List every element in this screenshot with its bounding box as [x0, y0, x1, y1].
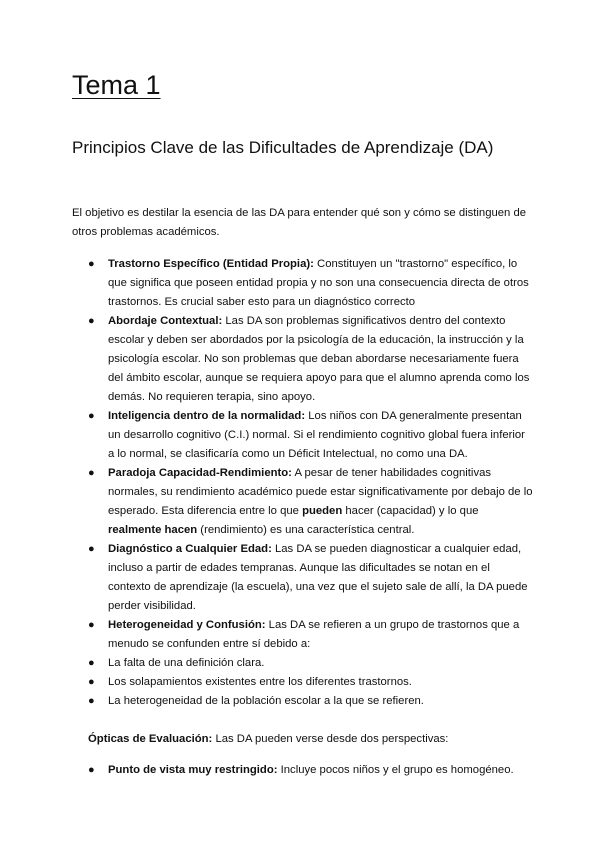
- item-text: Los solapamientos existentes entre los diferentes trastornos.: [108, 676, 412, 688]
- bullet-icon: ●: [88, 467, 95, 479]
- bullet-icon: ●: [88, 543, 95, 555]
- perspectives-list: [72, 761, 534, 780]
- item-heading: Abordaje Contextual:: [108, 315, 223, 327]
- opticas-heading: Ópticas de Evaluación:: [88, 733, 213, 745]
- bullet-icon: ●: [88, 676, 95, 688]
- item-text: Constituyen un "trastorno" específico, lo que significa que poseen entidad propia y no son una consecuencia directa de otros trastornos. Es crucial saber esto para un diagnóstico correcto: [108, 258, 529, 308]
- item-text: A pesar de tener habilidades cognitivas normales, su rendimiento académico puede estar significativamente por debajo de lo esperado. Esta diferencia entre lo que: [108, 467, 533, 517]
- bullet-icon: ●: [88, 315, 95, 327]
- item-emphasis: realmente hacen: [108, 524, 198, 536]
- opticas-paragraph: [88, 730, 534, 749]
- bullet-icon: ●: [88, 764, 95, 776]
- item-heading: Diagnóstico a Cualquier Edad:: [108, 543, 272, 555]
- page-title: Tema 1: [72, 70, 161, 100]
- bullet-icon: ●: [88, 258, 95, 270]
- list-item: [72, 312, 534, 407]
- list-item: [72, 761, 534, 780]
- list-item: [72, 654, 534, 673]
- item-heading: Inteligencia dentro de la normalidad:: [108, 410, 306, 422]
- bullet-icon: ●: [88, 657, 95, 669]
- list-item: [72, 407, 534, 464]
- item-text: Las DA se pueden diagnosticar a cualquier edad, incluso a partir de edades tempranas. Aunque las dificultades se notan en el contexto de aprendizaje (la escuela), una vez que el sujeto sale de allí, la DA puede perder visibilidad.: [108, 543, 528, 612]
- item-heading: Paradoja Capacidad-Rendimiento:: [108, 467, 292, 479]
- item-text: Las DA son problemas significativos dentro del contexto escolar y deben ser abordados por la psicología de la educación, la instrucción y la psicología escolar. No son problemas que deban abordarse necesariamente fuera del ámbito escolar, aunque se requiera apoyo para que el alumno aprenda como los demás. No requieren terapia, sino apoyo.: [108, 315, 530, 403]
- item-heading: Heterogeneidad y Confusión:: [108, 619, 266, 631]
- principles-list: [72, 255, 534, 711]
- list-item: [72, 255, 534, 312]
- item-text: (rendimiento) es una característica central.: [197, 524, 415, 536]
- item-heading: Trastorno Específico (Entidad Propia):: [108, 258, 314, 270]
- list-item: [72, 616, 534, 654]
- intro-paragraph: El objetivo es destilar la esencia de las DA para entender qué son y cómo se distinguen de otros problemas académicos.: [72, 207, 527, 238]
- item-heading: Punto de vista muy restringido:: [108, 764, 278, 776]
- item-text: Las DA se refieren a un grupo de trastornos que a menudo se confunden entre sí debido a:: [108, 619, 520, 650]
- list-item: [72, 673, 534, 692]
- item-text: La falta de una definición clara.: [108, 657, 265, 669]
- item-emphasis: pueden: [302, 505, 343, 517]
- opticas-text: Las DA pueden verse desde dos perspectivas:: [212, 733, 449, 745]
- bullet-icon: ●: [88, 410, 95, 422]
- item-text: La heterogeneidad de la población escolar a la que se refieren.: [108, 695, 424, 707]
- section-heading: Principios Clave de las Dificultades de Aprendizaje (DA): [72, 138, 494, 157]
- item-text: Incluye pocos niños y el grupo es homogéneo.: [277, 764, 514, 776]
- bullet-icon: ●: [88, 619, 95, 631]
- item-text: Los niños con DA generalmente presentan un desarrollo cognitivo (C.I.) normal. Si el rendimiento cognitivo global fuera inferior a lo normal, se clasificaría como un Déficit Intelectual, no como una DA.: [108, 410, 525, 460]
- list-item: [72, 540, 534, 616]
- list-item: [72, 464, 534, 540]
- item-text: hacer (capacidad) y lo que: [342, 505, 479, 517]
- bullet-icon: ●: [88, 695, 95, 707]
- list-item: [72, 692, 534, 711]
